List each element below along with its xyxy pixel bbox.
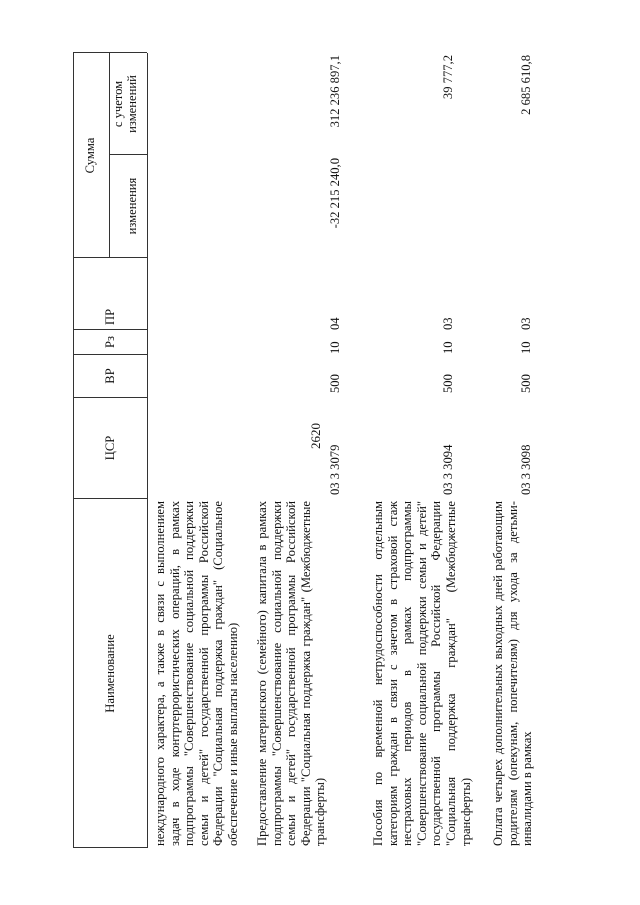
header-bottom-border (147, 53, 148, 848)
row-1-change: -32 215 240,0 (328, 158, 342, 229)
header-pr: ПР (103, 308, 117, 325)
header-rz: Рз (103, 336, 117, 348)
header-changes: изменения (125, 177, 139, 235)
row-1-total: 312 236 897,1 (328, 55, 342, 128)
row-3-total: 2 685 610,8 (519, 55, 533, 115)
page-number: 2620 (308, 423, 323, 449)
header-with-changes: с учетом изменений (111, 75, 139, 133)
header-vr: ВР (103, 368, 117, 384)
row-1-vr: 500 (328, 374, 342, 393)
row-2-vr: 500 (441, 374, 455, 393)
row-2-pr: 03 (441, 317, 455, 330)
row-1-name: Предоставление материнского (семейного) капитала в рамках подпрограммы "Совершенствование социальной поддержки семьи и детей" государственной программы Российской Федерации "Социальная поддержка граждан" (Межбюджетные трансферты) (255, 501, 328, 846)
row-0-name: неждународного характера, а также в связи с выполнением задач в ходе контртеррористических операций, в рамках подпрограммы "Совершенствование социальной поддержки семьи и детей" государственной программы Российской Федерации "Социальная поддержка граждан" (Социальное обеспечение и иные выплаты населению) (153, 501, 240, 846)
header-csr: ЦСР (103, 435, 117, 461)
row-1-pr: 04 (328, 317, 342, 330)
row-1-csr: 03 3 3079 (328, 444, 342, 495)
budget-table (73, 53, 583, 848)
row-2-total: 39 777,2 (441, 55, 455, 100)
row-3-vr: 500 (519, 374, 533, 393)
header-sum: Сумма (83, 137, 97, 174)
row-3-pr: 03 (519, 317, 533, 330)
row-1-rz: 10 (328, 341, 342, 354)
header-name: Наименование (103, 634, 117, 713)
row-2-csr: 03 3 3094 (441, 444, 455, 495)
table-top-border (73, 53, 74, 848)
rotated-page (73, 53, 583, 848)
row-2-rz: 10 (441, 341, 455, 354)
row-3-csr: 03 3 3098 (519, 444, 533, 495)
row-3-rz: 10 (519, 341, 533, 354)
sum-subheader-divider (109, 53, 110, 258)
row-3-name: Оплата четырех дополнительных выходных дней работающим родителям (опекунам, попечителям) для ухода за детьми-инвалидами в рамках (491, 501, 535, 846)
row-2-name: Пособия по временной нетрудоспособности отдельным категориям граждан в связи с зачетом в страховой стаж нестраховых периодов в рамках подпрограммы "Совершенствование социальной поддержки семьи и детей" государственной программы Российской Федерации "Социальная поддержка граждан" (Межбюджетные трансферты) (371, 501, 473, 846)
